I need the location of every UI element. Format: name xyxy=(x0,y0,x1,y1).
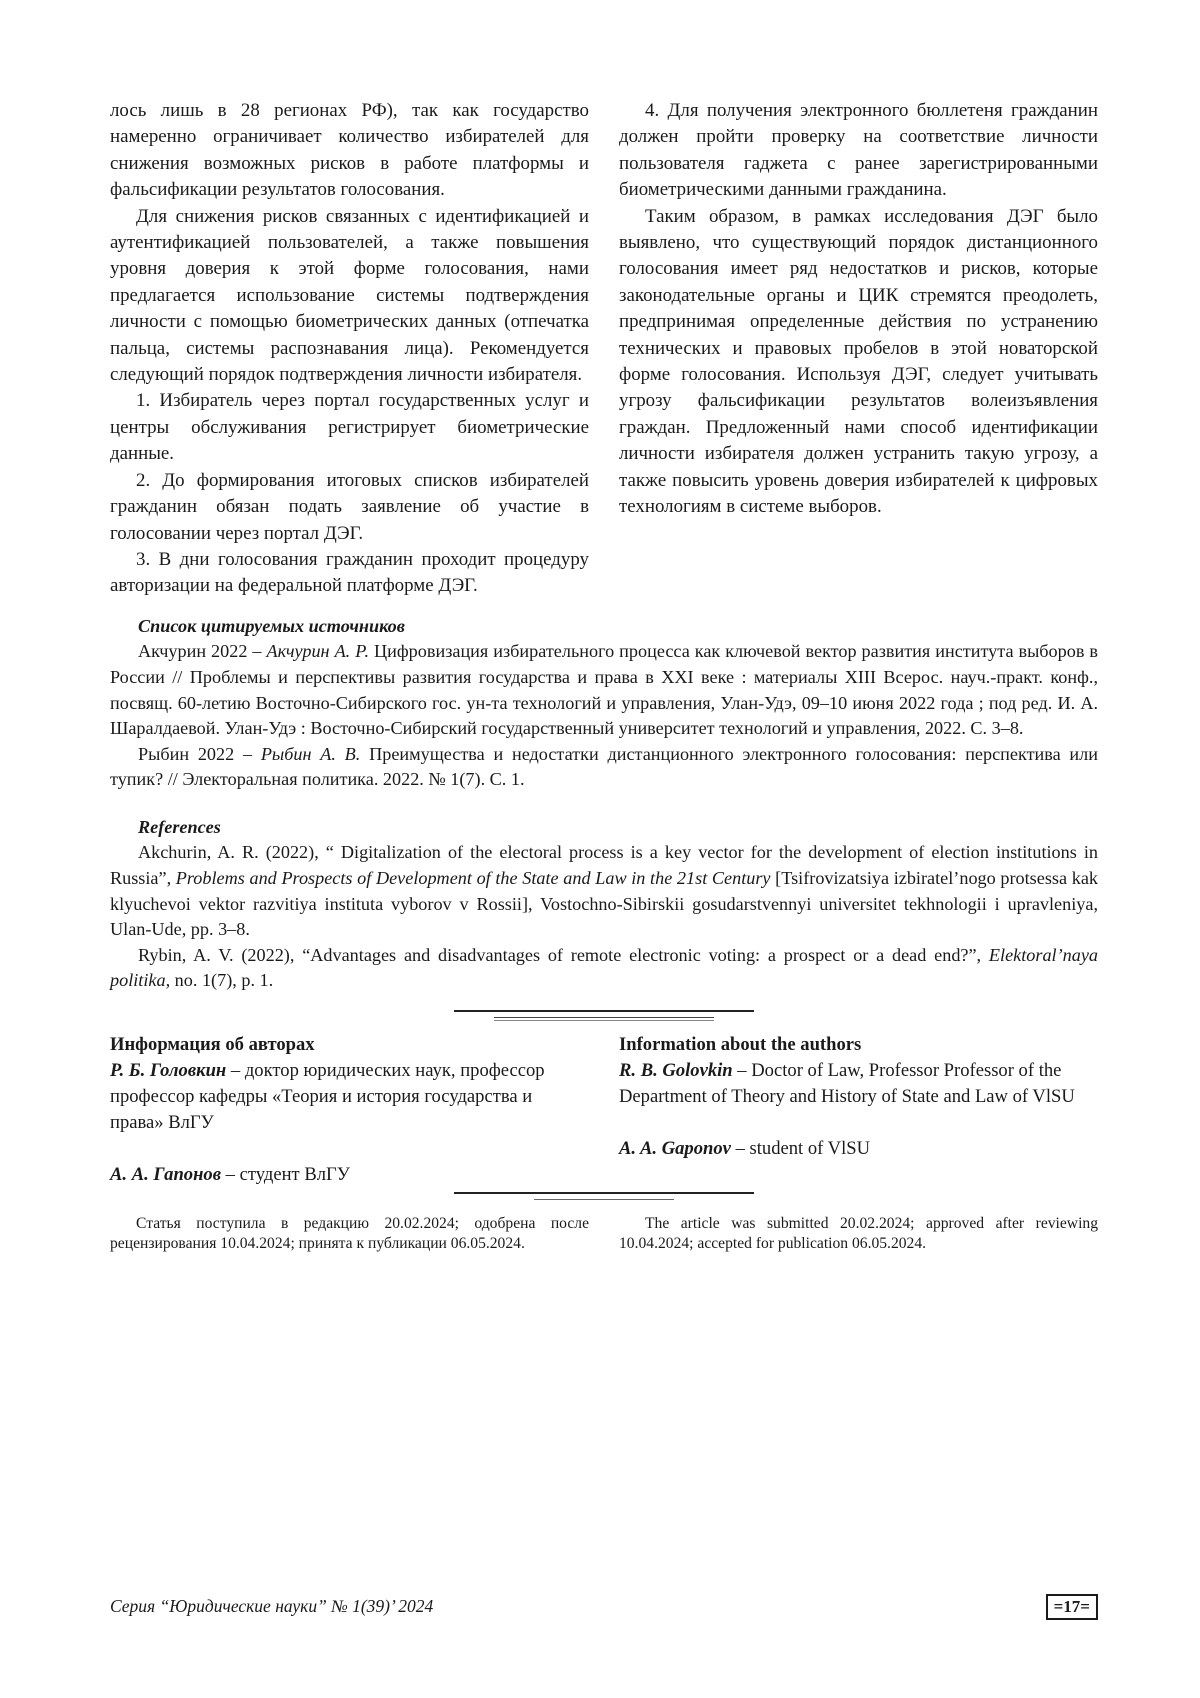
authors-heading-en: Information about the authors xyxy=(619,1034,862,1056)
list-item: 4. Для получения электронного бюллетеня гражданин должен пройти проверку на соответствие личности пользователя гаджета с ранее зарегистрированными биометрическими данными гражданина. xyxy=(619,100,1098,201)
journal-series: Серия “Юридические науки” № 1(39)’ 2024 xyxy=(110,1596,434,1616)
page-footer xyxy=(110,1594,1098,1622)
author-name: Р. Б. Головкин xyxy=(110,1060,227,1082)
author-info xyxy=(619,1058,1098,1110)
reference-text: no. 1(7), p. 1. xyxy=(170,970,274,991)
spacer xyxy=(110,793,1098,815)
received-en: The article was submitted 20.02.2024; approved after reviewing 10.04.2024; accepted for publication 06.05.2024. xyxy=(619,1215,1098,1253)
author-name: A. A. Gaponov xyxy=(619,1138,731,1160)
references-heading: References xyxy=(138,816,221,837)
sources-heading: Список цитируемых источников xyxy=(138,615,405,636)
sources-section xyxy=(110,614,1098,994)
source-entry xyxy=(110,742,1098,793)
authors-heading-ru: Информация об авторах xyxy=(110,1034,315,1056)
author-info xyxy=(110,1162,589,1188)
author-name: А. А. Гапонов xyxy=(110,1164,222,1186)
paragraph: Таким образом, в рамках исследования ДЭГ было выявлено, что существующий порядок дистанционного голосования имеет ряд недостатков и рисков, которые законодательные органы и ЦИК стремятся преодолеть, предпринимая определенные действия по устранению технических и правовых пробелов в этой новаторской форме голосования. Используя ДЭГ, следует учитывать угрозу фальсификации результатов волеизъявления граждан. Предложенный нами способ идентификации личности избирателя должен устранить такую угрозу, а также повысить уровень доверия избирателей к цифровых технологиям в системе выборов. xyxy=(619,205,1098,518)
source-entry xyxy=(110,639,1098,741)
paragraph: Для снижения рисков связанных с идентификацией и аутентификацией пользователей, а также повышения уровня доверия к этой форме голосования, нами предлагается использование системы подтверждения личности с помощью биометрических данных (отпечатка пальца, системы распознавания лица). Рекомендуется следующий порядок подтверждения личности избирателя. xyxy=(110,205,589,386)
source-author: Рыбин А. В. xyxy=(260,743,361,764)
page-number: =17= xyxy=(1046,1594,1098,1620)
source-key: Акчурин 2022 – xyxy=(138,641,267,662)
list-item: 2. До формирования итоговых списков избирателей гражданин обязан подать заявление об участие в голосовании через портал ДЭГ. xyxy=(110,469,589,544)
reference-text: Akchurin, A. R. (2022), “ Digitalization of the electoral process is a key vector for the development of election institutions in Russia”, xyxy=(110,842,1098,889)
reference-entry xyxy=(110,943,1098,994)
author-info xyxy=(619,1136,1098,1162)
authors-en xyxy=(619,1032,1098,1188)
section-divider xyxy=(110,1004,1098,1032)
reference-text: [Tsifrovizatsiya izbiratel’nogo protsessa kak klyuchevoi vektor razvitiya instituta vyborov v Rossii], Vostochno-Sibirskii gosudarstvennyi universitet tekhnologii i upravleniya, Ulan-Ude, pp. 3–8. xyxy=(110,868,1098,940)
source-text: Преимущества и недостатки дистанционного электронного голосования: перспектива или тупик? // Электоральная политика. 2022. № 1(7). С. 1. xyxy=(110,743,1098,790)
author-desc: – student of VlSU xyxy=(730,1138,871,1160)
list-item: 1. Избиратель через портал государственных услуг и центры обслуживания регистрирует биометрические данные. xyxy=(110,390,589,465)
right-column xyxy=(619,98,1098,600)
author-desc: – доктор юридических наук, профессор профессор кафедры «Теория и история государства и права» ВлГУ xyxy=(110,1060,545,1134)
paragraph: лось лишь в 28 регионах РФ), так как государство намеренно ограничивает количество избирателей для снижения возможных рисков в работе платформы и фальсификации результатов голосования. xyxy=(110,100,589,201)
source-author: Акчурин А. Р. xyxy=(266,641,370,662)
left-column xyxy=(110,98,589,600)
body-columns xyxy=(110,98,1098,600)
author-name: R. B. Golovkin xyxy=(619,1060,733,1082)
article-page xyxy=(110,98,1098,1254)
section-divider xyxy=(110,1188,1098,1212)
list-item: 3. В дни голосования гражданин проходит процедуру авторизации на федеральной платформе ДЭГ. xyxy=(110,548,589,597)
reference-entry xyxy=(110,840,1098,942)
author-info xyxy=(110,1058,589,1136)
authors-ru xyxy=(110,1032,589,1188)
reference-title: Elektoral’naya politika, xyxy=(110,944,1098,991)
reference-title: Problems and Prospects of Development of the State and Law in the 21st Century xyxy=(175,868,771,889)
received-section xyxy=(110,1214,1098,1254)
received-ru: Статья поступила в редакцию 20.02.2024; одобрена после рецензирования 10.04.2024; принята к публикации 06.05.2024. xyxy=(110,1215,589,1253)
source-key: Рыбин 2022 – xyxy=(138,743,261,764)
source-text: Цифровизация избирательного процесса как ключевой вектор развития института выборов в России // Проблемы и перспективы развития государства и права в XXI веке : материалы XIII Всерос. науч.-практ. конф., посвящ. 60-летию Восточно-Сибирского гос. ун-та технологий и управления, Улан-Удэ, 09–10 июня 2022 года ; под ред. И. А. Шаралдаевой. Улан-Удэ : Восточно-Сибирский государственный университет технологий и управления, 2022. С. 3–8. xyxy=(110,641,1098,739)
author-desc: – студент ВлГУ xyxy=(221,1164,350,1186)
author-desc: – Doctor of Law, Professor Professor of the Department of Theory and History of State and Law of VlSU xyxy=(619,1060,1075,1108)
authors-section xyxy=(110,1032,1098,1188)
reference-text: Rybin, A. V. (2022), “Advantages and disadvantages of remote electronic voting: a prospect or a dead end?”, xyxy=(138,944,989,965)
